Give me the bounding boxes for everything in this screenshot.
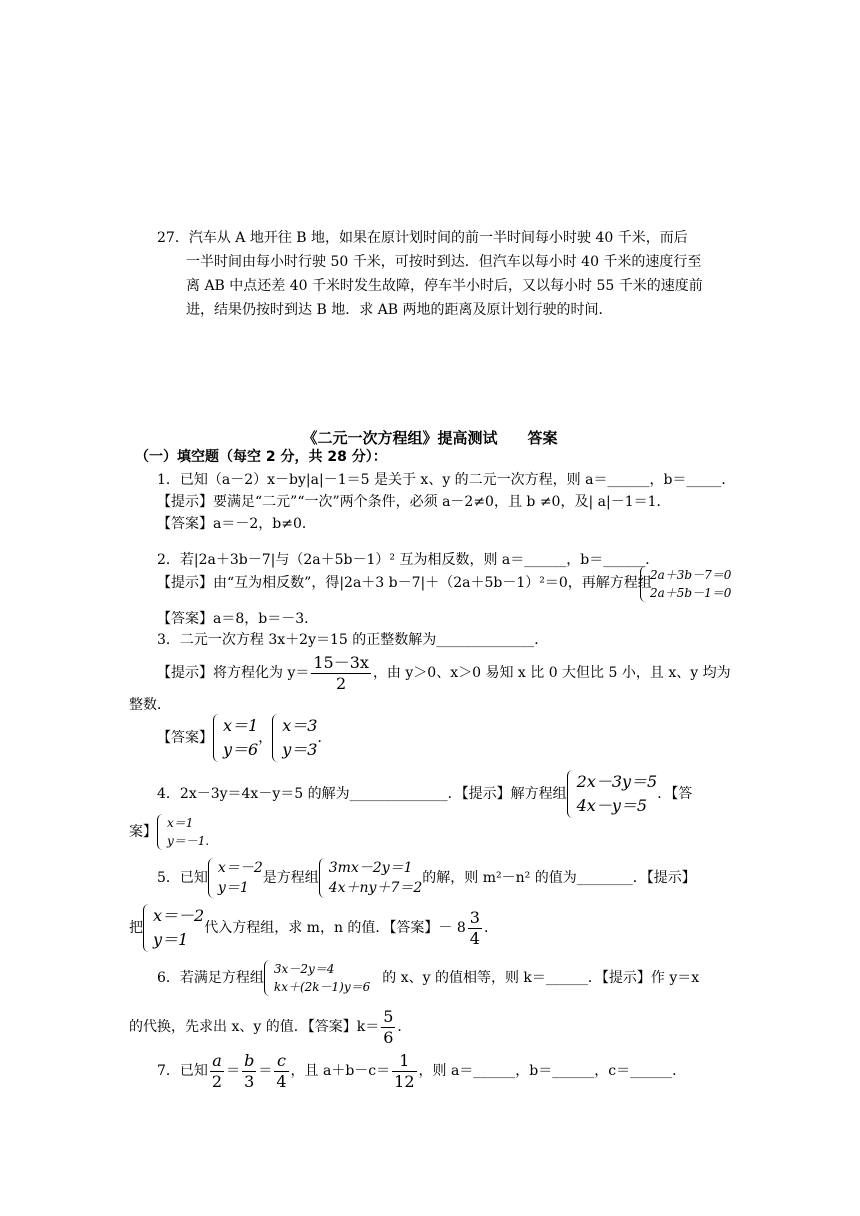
q7-stem: 7．已知 $\frac{a}{2}$ ＝ $\frac{b}{3}$ ＝ $\frac{c}{4}$ ，且 a＋b－c＝ $\frac{1}{12}$ ，则 a＝______，b＝______，c＝______． xyxy=(157,1050,687,1091)
q2-system-eq1: 2a＋3b－7＝0 xyxy=(650,568,732,582)
q27-line4: 进，结果仍按时到达 B 地．求 AB 两地的距离及原计划行驶的时间． xyxy=(186,302,613,318)
brace-icon xyxy=(213,714,221,762)
brace-icon xyxy=(143,904,151,952)
answers-title: 《二元一次方程组》提高测试 答案 xyxy=(302,429,558,447)
brace-icon xyxy=(319,858,327,898)
q4-answer: 案】 x＝1 y＝－1. xyxy=(129,816,210,848)
q1-stem: 1．已知（a－2）x－by|a|－1＝5 是关于 x、y 的二元一次方程，则 a＝______，b＝_____． xyxy=(157,472,736,488)
q6-stem: 6．若满足方程组 3x－2y＝4 kx＋(2k－1)y＝6 的 x、y 的值相等，则 k＝______．【提示】作 y＝x xyxy=(157,962,700,994)
section-fill-in-title: （一）填空题（每空 2 分，共 28 分）： xyxy=(135,449,387,465)
q4-stem: 4．2x－3y＝4x－y＝5 的解为______________．【提示】解方程组 2x－3y＝5 4x－y＝5 ．【答 xyxy=(157,768,692,820)
q3-hint-cont: 整数． xyxy=(129,697,171,713)
q2-hint-text: 【提示】由“互为相反数”，得|2a＋3 b－7|＋（2a＋5b－1）²＝0，再解方程组 xyxy=(157,575,652,591)
brace-icon xyxy=(208,858,216,898)
q2-stem: 2．若|2a＋3b－7|与（2a＋5b－1）² 互为相反数，则 a＝______，b＝______． xyxy=(157,552,660,568)
q5-equation-system: 3mx－2y＝1 4x＋ny＋7＝2 xyxy=(319,858,423,898)
q3-stem: 3．二元一次方程 3x＋2y＝15 的正整数解为______________． xyxy=(157,632,549,648)
q3-answer-system-1: x＝1 y＝6 xyxy=(213,714,258,762)
q7-fraction-b: $\frac{b}{3}$ xyxy=(244,1050,255,1091)
q1-hint: 【提示】要满足“二元”“一次”两个条件，必须 a－2≠0，且 b ≠0，及| a|－1＝1． xyxy=(157,494,671,510)
brace-icon xyxy=(264,960,272,996)
q4-equation-system: 2x－3y＝5 4x－y＝5 xyxy=(567,770,658,818)
q5-hint: 把 x＝－2 y＝1 代入方程组，求 m，n 的值．【答案】－ 8 $\frac{3}{4}$ ． xyxy=(129,904,498,952)
q27-line1: 27．汽车从 A 地开往 B 地，如果在原计划时间的前一半时间每小时驶 40 千米，而后 xyxy=(157,230,688,246)
q7-fraction-c: $\frac{c}{4}$ xyxy=(276,1050,287,1091)
q7-fraction-a: $\frac{a}{2}$ xyxy=(211,1050,223,1091)
q6-equation-system: 3x－2y＝4 kx＋(2k－1)y＝6 xyxy=(264,960,370,996)
q3-answer-system-2: x＝3 y＝3 xyxy=(272,714,317,762)
q5-stem: 5．已知 x＝－2 y＝1 是方程组 3mx－2y＝1 4x＋ny＋7＝2 的解，则 m²－n² 的值为________．【提示】 xyxy=(157,860,696,896)
q3-answer: 【答案】 x＝1 y＝6 ， x＝3 y＝3 ． xyxy=(157,712,331,764)
q7-fraction-sum: $\frac{1}{12}$ xyxy=(394,1050,415,1091)
q3-hint: 【提示】将方程化为 y＝ $\frac{15-3x}{2}$ ，由 y＞0、x＞0 易知 x 比 0 大但比 5 小，且 x、y 均为 xyxy=(157,652,731,693)
brace-icon xyxy=(640,566,648,602)
q6-fraction: $\frac{5}{6}$ xyxy=(383,1006,394,1047)
q2-answer: 【答案】a＝8，b＝－3． xyxy=(157,611,319,627)
brace-icon xyxy=(567,770,575,818)
q4-answer-system: x＝1 y＝－1. xyxy=(157,814,209,850)
q2-hint xyxy=(157,573,652,593)
q2-equation-system xyxy=(640,566,731,602)
q27-line3: 离 AB 中点还差 40 千米时发生故障，停车半小时后，又以每小时 55 千米的速度前 xyxy=(186,278,703,294)
q5-solution-system: x＝－2 y＝1 xyxy=(208,858,263,898)
brace-icon xyxy=(272,714,280,762)
q5-fraction: $\frac{3}{4}$ xyxy=(469,907,480,948)
q5-substitute-system: x＝－2 y＝1 xyxy=(143,904,204,952)
q3-fraction: $\frac{15-3x}{2}$ xyxy=(313,652,369,693)
q6-hint: 的代换，先求出 x、y 的值．【答案】k＝ $\frac{5}{6}$ ． xyxy=(129,1006,412,1047)
q1-answer: 【答案】a＝－2，b≠0． xyxy=(157,516,316,532)
brace-icon xyxy=(157,814,165,850)
q27-line2: 一半时间由每小时行驶 50 千米，可按时到达．但汽车以每小时 40 千米的速度行至 xyxy=(186,254,702,270)
q2-system-eq2: 2a＋5b－1＝0 xyxy=(650,586,732,600)
